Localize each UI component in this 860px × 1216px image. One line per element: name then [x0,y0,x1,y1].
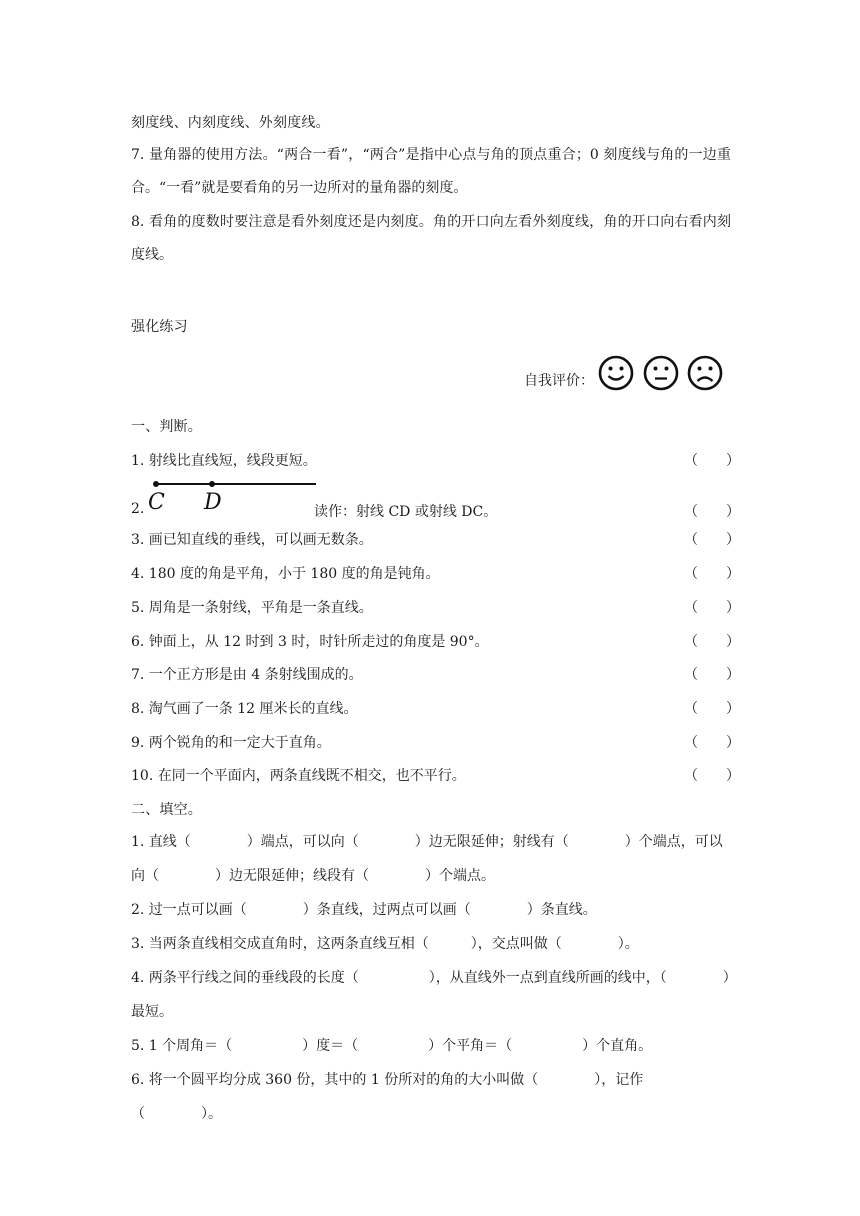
point-d-dot [209,481,215,487]
answer-paren-2[interactable]: （ ） [684,504,740,520]
judge-item-4 [131,563,731,583]
fill-item-2: 2. 过一点可以画（ ）条直线，过两点可以画（ ）条直线。 [131,902,597,918]
point-c-label: C [148,490,165,515]
point-8-paragraph: 8. 看角的度数时要注意是看外刻度还是内刻度。角的开口向左看外刻度线，角的开口向右看内刻度线。 [131,214,731,263]
judge-question: 3. 画已知直线的垂线，可以画无数条。 [131,532,373,548]
practice-title: 强化练习 [131,319,188,335]
judge-question: 10. 在同一个平面内，两条直线既不相交，也不平行。 [131,768,466,784]
judge-question: 6. 钟面上，从 12 时到 3 时，时针所走过的角度是 90°。 [131,634,489,650]
fill-item-1: 1. 直线（ ）端点，可以向（ ）边无限延伸；射线有（ ）个端点，可以向（ ）边无限延伸；线段有（ ）个端点。 [131,834,723,884]
fill-item-5: 5. 1 个周角＝（ ）度＝（ ）个平角＝（ ）个直角。 [131,1038,653,1054]
intro-line-1: 刻度线、内刻度线、外刻度线。 [131,115,330,131]
judge-item-7 [131,664,731,684]
judge-question: 1. 射线比直线短，线段更短。 [131,453,317,469]
judge-item-9 [131,732,731,752]
judge-question: 5. 周角是一条射线，平角是一条直线。 [131,600,373,616]
answer-paren-9[interactable]: （ ） [684,735,740,751]
point-7-paragraph: 7. 量角器的使用方法。“两合一看”，“两合”是指中心点与角的顶点重合；0 刻度线与角的一边重合。“一看”就是要看角的另一边所对的量角器的刻度。 [131,147,731,196]
answer-paren-10[interactable]: （ ） [684,768,740,784]
judge-item-3 [131,529,731,549]
sad-face-icon[interactable] [687,355,723,391]
judge-question: 9. 两个锐角的和一定大于直角。 [131,735,331,751]
self-eval-label: 自我评价： [524,373,594,389]
judge-question: 2. [131,501,145,517]
section-2-heading: 二、填空。 [131,802,202,818]
neutral-face-icon[interactable] [643,355,679,391]
judge-item-5 [131,597,731,617]
judge-question: 8. 淘气画了一条 12 厘米长的直线。 [131,701,358,717]
fill-item-3: 3. 当两条直线相交成直角时，这两条直线互相（ ），交点叫做（ ）。 [131,936,639,952]
answer-paren-6[interactable]: （ ） [684,634,740,650]
judge-item-8 [131,698,731,718]
section-1-heading: 一、判断。 [131,419,202,435]
fill-item-4: 4. 两条平行线之间的垂线段的长度（ ），从直线外一点到直线所画的线中，（ ）最短。 [131,970,730,1020]
judge-item-6 [131,631,731,651]
answer-paren-3[interactable]: （ ） [684,532,740,548]
ray-reading-text: 读作：射线 CD 或射线 DC。 [314,504,498,520]
answer-paren-4[interactable]: （ ） [684,566,740,582]
answer-paren-7[interactable]: （ ） [684,667,740,683]
answer-paren-5[interactable]: （ ） [684,600,740,616]
judge-question: 7. 一个正方形是由 4 条射线围成的。 [131,667,363,683]
ray-cd-diagram [146,476,318,516]
answer-paren-1[interactable]: （ ） [684,453,740,469]
judge-item-1 [131,450,731,470]
point-d-label: D [204,490,222,515]
judge-item-10 [131,765,731,785]
smile-face-icon[interactable] [598,355,634,391]
judge-question: 4. 180 度的角是平角，小于 180 度的角是钝角。 [131,566,440,582]
point-c-dot [153,481,159,487]
fill-item-6: 6. 将一个圆平均分成 360 份，其中的 1 份所对的角的大小叫做（ ），记作（ ）。 [131,1072,644,1122]
self-evaluation [524,355,723,395]
answer-paren-8[interactable]: （ ） [684,701,740,717]
